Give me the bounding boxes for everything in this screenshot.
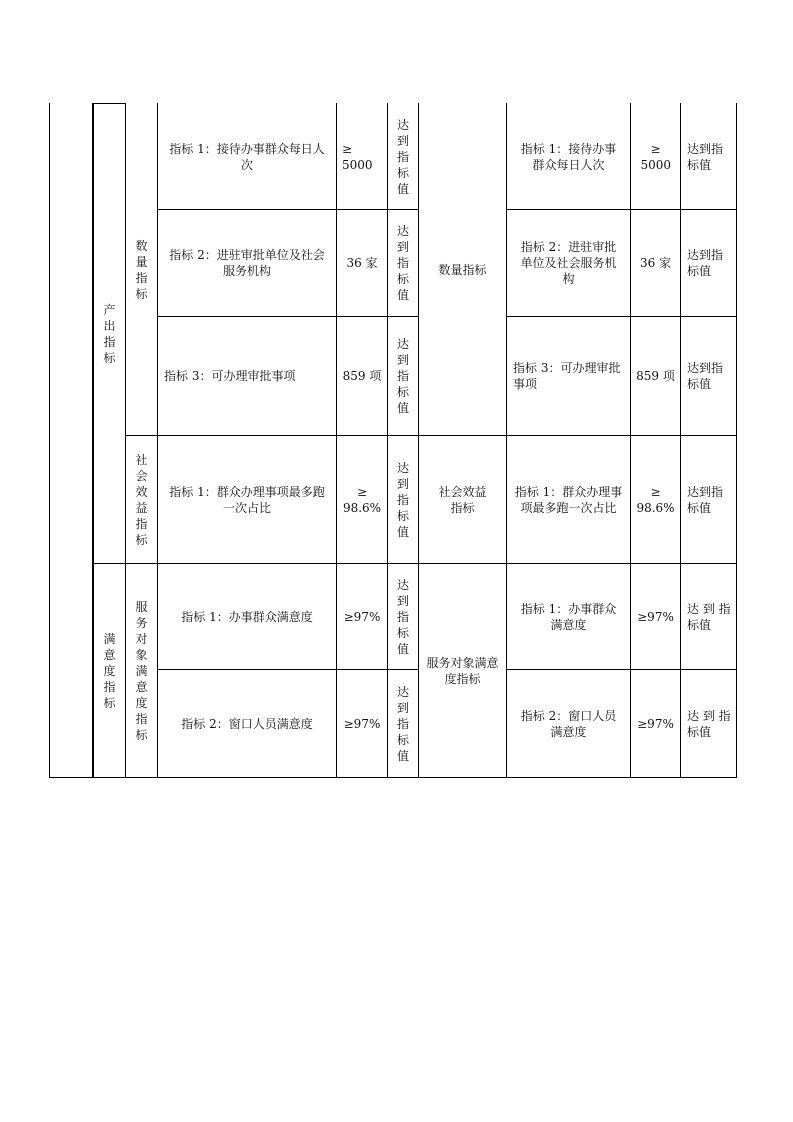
table-row-value [337,317,387,435]
table-row-indicator [158,104,336,209]
category-output [94,104,125,563]
table-row-value [342,104,386,209]
right-row-status [687,317,735,435]
category-output-label: 产出指标 [103,302,116,365]
status-text: 达到指标值 [396,577,409,656]
category-satisfaction [94,564,125,777]
right-status-text: 达 到 指标值 [687,601,731,632]
table-row-indicator [158,317,336,435]
status-text: 达到指标值 [396,460,409,539]
status-text: 达到指标值 [396,337,409,415]
right-row-status [687,564,735,669]
indicator-text: 指标 1：群众办理事项最多跑一次占比 [169,484,325,515]
status-text: 达到指标值 [396,117,409,196]
subcategory-service [126,564,157,777]
right-row-indicator [507,436,630,563]
right-row-indicator [507,210,630,316]
value-text: ≥97% [343,716,381,731]
right-indicator-text: 指标 1：群众办理事项最多跑一次占比 [514,484,623,515]
right-indicator-text: 指标 2：进驻审批单位及社会服务机构 [520,240,617,286]
right-status-text: 达到指标值 [687,141,724,172]
right-row-value [631,436,680,563]
right-row-indicator [507,104,630,209]
right-indicator-text: 指标 1：办事群众满意度 [520,601,617,632]
right-row-status [687,104,735,209]
table-row-status [388,317,418,435]
right-subcategory-quantity-label: 数量指标 [438,262,487,277]
table-row-status [388,670,418,777]
right-row-value [631,210,680,316]
right-value-text: ≥97% [637,609,674,624]
grid-line [736,103,737,778]
table-row-value [337,436,387,563]
right-row-indicator [507,564,630,669]
value-text: ≥ 98.6% [342,484,382,515]
indicator-text: 指标 1：接待办事群众每日人次 [169,141,325,172]
right-subcategory-service [419,564,506,777]
right-row-value [631,317,680,435]
right-row-indicator [507,670,630,777]
indicator-text: 指标 2：窗口人员满意度 [181,716,313,731]
table-row-status [388,436,418,563]
subcategory-social [126,436,157,563]
table-row-status [388,104,418,209]
table-row-value [337,564,387,669]
grid-line [49,103,50,778]
subcategory-quantity [126,104,157,435]
right-row-status [687,436,735,563]
right-row-value [631,564,680,669]
table-row-status [388,564,418,669]
value-text: ≥97% [343,609,381,624]
value-text: ≥ 5000 [342,141,373,172]
table-row-indicator [158,670,336,777]
right-subcategory-social-label: 社会效益指标 [438,484,487,515]
grid-line [49,777,737,778]
right-status-text: 达到指标值 [687,361,724,391]
right-subcategory-quantity [419,104,506,435]
right-status-text: 达 到 指标值 [687,708,731,739]
right-indicator-text: 指标 1：接待办事群众每日人次 [520,141,617,172]
grid-line [680,103,681,778]
right-row-status [687,670,735,777]
subcategory-social-label: 社会效益指标 [135,452,148,547]
right-value-text: 36 家 [639,256,672,270]
subcategory-service-label: 服务对象满意度指标 [135,599,148,742]
right-row-status [687,210,735,316]
right-status-text: 达到指标值 [687,484,724,515]
right-subcategory-social [419,436,506,563]
value-text: 36 家 [346,256,378,270]
right-value-text: ≥ 5000 [640,141,672,172]
indicator-text: 指标 2：进驻审批单位及社会服务机构 [169,248,325,278]
table-row-indicator [158,210,336,316]
status-text: 达到指标值 [396,224,409,302]
indicator-text: 指标 1：办事群众满意度 [181,609,313,624]
right-indicator-text: 指标 2：窗口人员满意度 [520,708,617,739]
table-row-value [337,670,387,777]
right-row-value [631,670,680,777]
status-text: 达到指标值 [396,684,409,763]
subcategory-quantity-label: 数量指标 [135,238,148,301]
right-value-text: ≥ 98.6% [636,484,675,515]
right-value-text: ≥97% [637,716,674,731]
value-text: 859 项 [342,369,382,383]
right-subcategory-service-label: 服务对象满意度指标 [426,655,499,686]
right-status-text: 达到指标值 [687,248,724,278]
category-satisfaction-label: 满意度指标 [103,631,116,710]
indicator-text: 指标 3：可办理审批事项 [164,369,296,383]
right-row-value [631,104,680,209]
table-row-indicator [158,564,336,669]
table-row-indicator [158,436,336,563]
right-indicator-text: 指标 3：可办理审批事项 [513,361,621,391]
right-value-text: 859 项 [636,369,675,383]
table-row-status [388,210,418,316]
table-row-value [337,210,387,316]
right-row-indicator [507,317,630,435]
